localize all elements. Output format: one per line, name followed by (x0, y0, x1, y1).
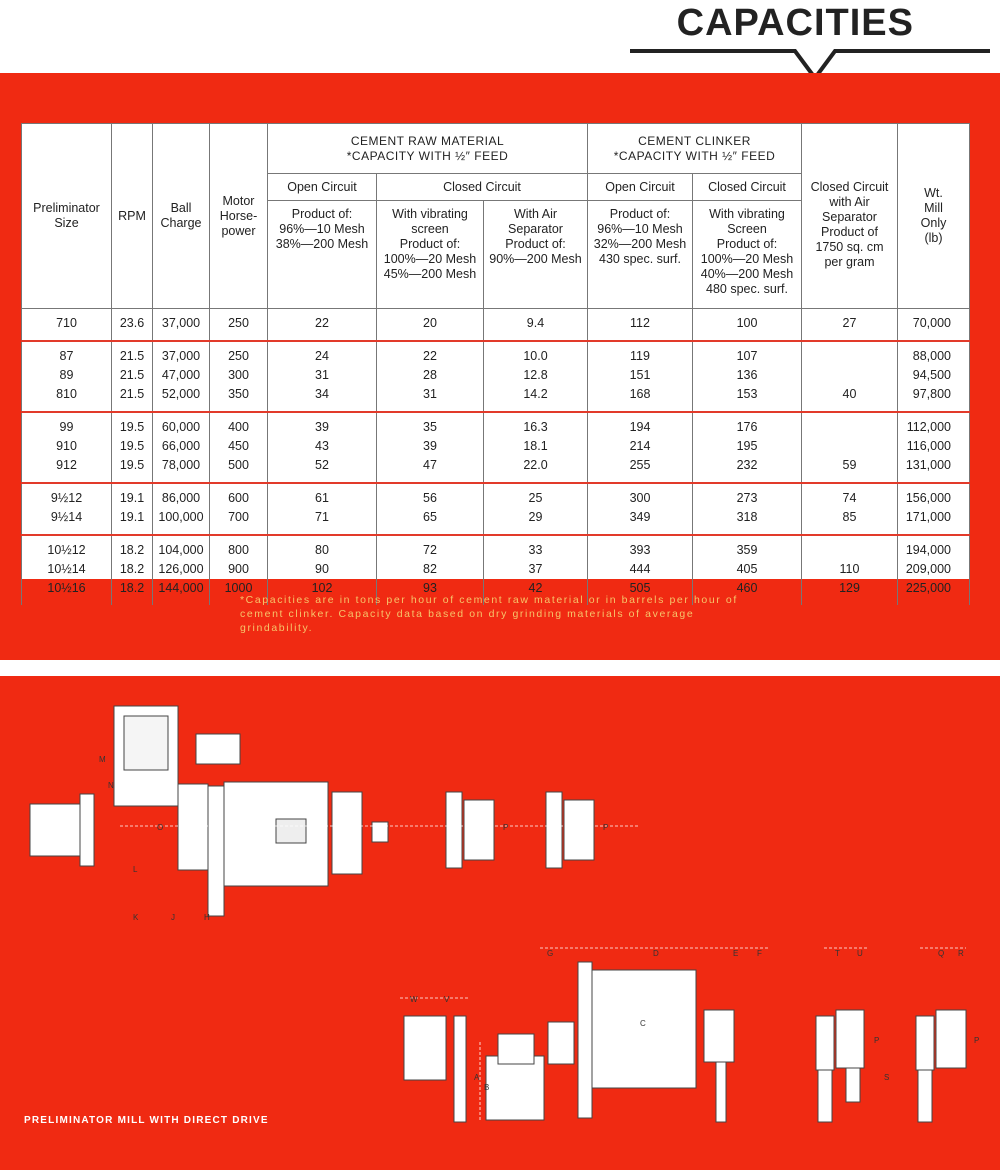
table-cell (802, 437, 898, 456)
dimension-label: D (653, 949, 659, 958)
table-row (22, 535, 970, 560)
table-cell: 112 (588, 309, 693, 342)
table-cell: 78,000 (153, 456, 210, 483)
dimension-label: P (503, 823, 509, 832)
table-cell: 9½12 (22, 483, 112, 508)
table-row (22, 483, 970, 508)
table-cell: 450 (210, 437, 268, 456)
table-cell: 250 (210, 341, 268, 366)
table-cell: 349 (588, 508, 693, 535)
table-row (22, 456, 970, 483)
table-cell: 47,000 (153, 366, 210, 385)
col-header-clinker-screen: With vibrating Screen Product of: 100%—20 Mesh 40%—200 Mesh 480 spec. surf. (693, 201, 802, 309)
table-cell: 910 (22, 437, 112, 456)
subheader-clinker-open: Open Circuit (588, 174, 693, 201)
table-cell: 129 (802, 579, 898, 605)
table-cell: 700 (210, 508, 268, 535)
table-cell: 19.5 (112, 412, 153, 437)
table-row (22, 508, 970, 535)
table-cell: 300 (588, 483, 693, 508)
table-cell: 25 (484, 483, 588, 508)
col-header-raw-air: With Air Separator Product of: 90%—200 Mesh (484, 201, 588, 309)
dimension-label: R (958, 949, 964, 958)
dimension-label: T (835, 949, 840, 958)
table-cell: 10½12 (22, 535, 112, 560)
table-cell: 176 (693, 412, 802, 437)
bearing-section-2 (546, 792, 562, 868)
dimension-label: M (99, 755, 106, 764)
table-cell: 21.5 (112, 366, 153, 385)
table-cell: 24 (268, 341, 377, 366)
motor-side-view (404, 1016, 446, 1080)
capacities-table-container (21, 123, 969, 595)
table-cell: 22.0 (484, 456, 588, 483)
table-cell: 710 (22, 309, 112, 342)
discharge-bearing-side-view (704, 1010, 734, 1062)
table-cell: 80 (268, 535, 377, 560)
dimension-label: O (157, 823, 164, 832)
col-header-raw-open: Product of: 96%—10 Mesh 38%—200 Mesh (268, 201, 377, 309)
dimension-label: F (757, 949, 762, 958)
table-cell: 22 (377, 341, 484, 366)
dimension-label: U (857, 949, 863, 958)
table-cell: 19.5 (112, 437, 153, 456)
table-row (22, 341, 970, 366)
capacities-table (21, 123, 970, 605)
dimension-label: B (484, 1083, 490, 1092)
table-cell: 800 (210, 535, 268, 560)
table-cell: 359 (693, 535, 802, 560)
table-cell: 209,000 (898, 560, 970, 579)
table-cell: 273 (693, 483, 802, 508)
table-cell: 97,800 (898, 385, 970, 412)
table-cell: 16.3 (484, 412, 588, 437)
table-cell: 460 (693, 579, 802, 605)
table-cell: 195 (693, 437, 802, 456)
table-cell: 37,000 (153, 341, 210, 366)
table-cell: 43 (268, 437, 377, 456)
page-title: CAPACITIES (676, 2, 914, 44)
table-cell: 318 (693, 508, 802, 535)
dimension-label: P (874, 1036, 880, 1045)
bearing-top-left (178, 784, 208, 870)
table-cell: 600 (210, 483, 268, 508)
table-cell: 102 (268, 579, 377, 605)
table-cell: 93 (377, 579, 484, 605)
mill-shell-side-view (592, 970, 696, 1088)
table-cell (802, 366, 898, 385)
table-cell: 19.1 (112, 508, 153, 535)
table-cell: 151 (588, 366, 693, 385)
table-cell: 505 (588, 579, 693, 605)
table-cell: 444 (588, 560, 693, 579)
table-cell: 52 (268, 456, 377, 483)
table-cell: 214 (588, 437, 693, 456)
dimension-label: L (133, 865, 138, 874)
table-cell: 21.5 (112, 341, 153, 366)
table-cell: 59 (802, 456, 898, 483)
table-cell: 29 (484, 508, 588, 535)
col-header-rpm: RPM (112, 124, 153, 309)
table-cell: 14.2 (484, 385, 588, 412)
col-header-ball-charge: Ball Charge (153, 124, 210, 309)
table-cell: 110 (802, 560, 898, 579)
dimension-label: C (640, 1019, 646, 1028)
table-cell: 23.6 (112, 309, 153, 342)
end-view-2 (936, 1010, 966, 1068)
dimension-label: Q (938, 949, 945, 958)
table-cell: 47 (377, 456, 484, 483)
table-cell: 194 (588, 412, 693, 437)
table-cell: 900 (210, 560, 268, 579)
dimension-label: N (108, 781, 114, 790)
table-row (22, 437, 970, 456)
col-header-clinker-open: Product of: 96%—10 Mesh 32%—200 Mesh 430 spec. surf. (588, 201, 693, 309)
table-cell: 35 (377, 412, 484, 437)
reducer-side-view (486, 1056, 544, 1120)
table-cell: 60,000 (153, 412, 210, 437)
table-cell: 39 (377, 437, 484, 456)
table-row (22, 385, 970, 412)
dimension-label: A (474, 1073, 480, 1082)
table-cell: 18.2 (112, 560, 153, 579)
dimension-label: P (974, 1036, 980, 1045)
table-cell: 393 (588, 535, 693, 560)
table-cell: 10.0 (484, 341, 588, 366)
table-cell: 250 (210, 309, 268, 342)
table-cell: 107 (693, 341, 802, 366)
table-row (22, 560, 970, 579)
table-cell: 104,000 (153, 535, 210, 560)
table-row (22, 309, 970, 342)
table-cell: 56 (377, 483, 484, 508)
dimension-label: E (733, 949, 739, 958)
table-cell: 34 (268, 385, 377, 412)
capacities-table-body (22, 309, 970, 606)
table-cell (802, 535, 898, 560)
table-cell (802, 412, 898, 437)
table-cell: 85 (802, 508, 898, 535)
bearing-top-right (332, 792, 362, 874)
table-cell: 10½14 (22, 560, 112, 579)
table-row (22, 412, 970, 437)
col-header-motor: Motor Horse- power (210, 124, 268, 309)
table-cell (802, 341, 898, 366)
table-cell: 810 (22, 385, 112, 412)
table-cell: 19.5 (112, 456, 153, 483)
col-header-size: Preliminator Size (22, 124, 112, 309)
diagram-caption: PRELIMINATOR MILL WITH DIRECT DRIVE (24, 1115, 269, 1126)
dimension-label: H (204, 913, 210, 922)
table-cell: 136 (693, 366, 802, 385)
table-cell: 156,000 (898, 483, 970, 508)
bearing-section-1 (446, 792, 462, 868)
dimension-label: V (444, 995, 450, 1004)
table-cell: 18.2 (112, 579, 153, 605)
table-cell: 100 (693, 309, 802, 342)
table-cell: 100,000 (153, 508, 210, 535)
table-cell: 19.1 (112, 483, 153, 508)
dimension-label: G (547, 949, 554, 958)
table-cell: 500 (210, 456, 268, 483)
table-cell: 194,000 (898, 535, 970, 560)
table-cell: 225,000 (898, 579, 970, 605)
table-cell: 39 (268, 412, 377, 437)
col-header-raw-screen: With vibrating screen Product of: 100%—20 Mesh 45%—200 Mesh (377, 201, 484, 309)
table-cell: 88,000 (898, 341, 970, 366)
table-cell: 89 (22, 366, 112, 385)
table-cell: 74 (802, 483, 898, 508)
subheader-clinker-closed: Closed Circuit (693, 174, 802, 201)
table-cell: 171,000 (898, 508, 970, 535)
table-cell: 131,000 (898, 456, 970, 483)
table-cell: 42 (484, 579, 588, 605)
table-cell: 112,000 (898, 412, 970, 437)
subheader-raw-closed: Closed Circuit (377, 174, 588, 201)
drive-motor-top-view (30, 804, 80, 856)
table-cell: 232 (693, 456, 802, 483)
table-cell: 116,000 (898, 437, 970, 456)
mill-diagram (0, 676, 1000, 1170)
table-row (22, 366, 970, 385)
table-cell: 37 (484, 560, 588, 579)
table-cell: 72 (377, 535, 484, 560)
table-cell: 71 (268, 508, 377, 535)
table-cell: 52,000 (153, 385, 210, 412)
table-cell: 33 (484, 535, 588, 560)
table-cell: 405 (693, 560, 802, 579)
table-cell: 99 (22, 412, 112, 437)
end-view-1 (836, 1010, 864, 1068)
col-header-weight: Wt. Mill Only (lb) (898, 124, 970, 309)
table-cell: 90 (268, 560, 377, 579)
table-cell: 10½16 (22, 579, 112, 605)
table-cell: 126,000 (153, 560, 210, 579)
table-cell: 255 (588, 456, 693, 483)
table-cell: 1000 (210, 579, 268, 605)
table-cell: 20 (377, 309, 484, 342)
dimension-label: S (884, 1073, 890, 1082)
table-cell: 65 (377, 508, 484, 535)
table-cell: 66,000 (153, 437, 210, 456)
table-cell: 912 (22, 456, 112, 483)
table-cell: 21.5 (112, 385, 153, 412)
table-cell: 31 (377, 385, 484, 412)
table-cell: 119 (588, 341, 693, 366)
table-cell: 153 (693, 385, 802, 412)
table-cell: 168 (588, 385, 693, 412)
table-cell: 40 (802, 385, 898, 412)
table-cell: 18.1 (484, 437, 588, 456)
capacity-footnote: *Capacities are in tons per hour of cement raw material or in barrels per hour of cement clinker. Capacity data based on dry grinding materials of average grindability. (240, 594, 738, 634)
table-cell: 61 (268, 483, 377, 508)
table-cell: 350 (210, 385, 268, 412)
table-cell: 87 (22, 341, 112, 366)
col-header-clinker-air: Closed Circuit with Air Separator Product of 1750 sq. cm per gram (802, 124, 898, 309)
table-cell: 28 (377, 366, 484, 385)
dimension-label: K (133, 913, 139, 922)
table-cell: 18.2 (112, 535, 153, 560)
table-cell: 27 (802, 309, 898, 342)
table-cell: 37,000 (153, 309, 210, 342)
table-cell: 300 (210, 366, 268, 385)
table-cell: 9.4 (484, 309, 588, 342)
table-cell: 86,000 (153, 483, 210, 508)
table-cell: 70,000 (898, 309, 970, 342)
dimension-label: W (410, 995, 418, 1004)
table-cell: 82 (377, 560, 484, 579)
table-cell: 22 (268, 309, 377, 342)
group-header-clinker: CEMENT CLINKER *CAPACITY WITH ½″ FEED (588, 124, 802, 174)
table-cell: 12.8 (484, 366, 588, 385)
table-cell: 144,000 (153, 579, 210, 605)
subheader-raw-open: Open Circuit (268, 174, 377, 201)
table-cell: 9½14 (22, 508, 112, 535)
table-cell: 400 (210, 412, 268, 437)
group-header-raw-material: CEMENT RAW MATERIAL *CAPACITY WITH ½″ FEED (268, 124, 588, 174)
table-cell: 94,500 (898, 366, 970, 385)
dimension-label: J (171, 913, 175, 922)
table-cell: 31 (268, 366, 377, 385)
dimension-label: P (603, 823, 609, 832)
